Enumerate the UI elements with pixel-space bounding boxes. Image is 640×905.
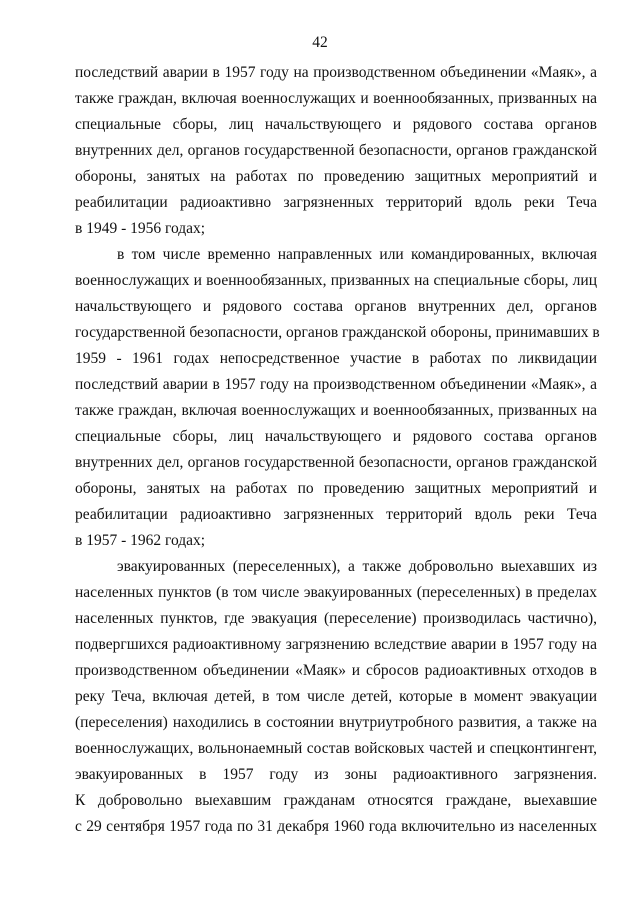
text-line: реку Теча, включая детей, в том числе детей, которые в момент эвакуации [75,688,597,705]
text-line: также граждан, включая военнослужащих и военнообязанных, призванных на [75,90,597,107]
text-line: 1959 - 1961 годах непосредственное участие в работах по ликвидации [75,350,597,367]
text-line: специальные сборы, лиц начальствующего и рядового состава органов [75,116,597,133]
text-line: производственном объединении «Маяк» и сбросов радиоактивных отходов в [75,662,597,679]
text-line: с 29 сентября 1957 года по 31 декабря 1960 года включительно из населенных [75,818,597,835]
text-line: эвакуированных в 1957 году из зоны радиоактивного загрязнения. [75,766,597,783]
text-line: реабилитации радиоактивно загрязненных территорий вдоль реки Теча [75,506,597,523]
text-line: К добровольно выехавшим гражданам относятся граждане, выехавшие [75,792,597,809]
text-line: военнослужащих, вольнонаемный состав войсковых частей и спецконтингент, [75,740,597,757]
text-line: обороны, занятых на работах по проведению защитных мероприятий и [75,168,597,185]
text-line: эвакуированных (переселенных), а также добровольно выехавших из [117,558,597,575]
text-line: военнослужащих и военнообязанных, призванных на специальные сборы, лиц [75,272,597,289]
text-line: внутренних дел, органов государственной безопасности, органов гражданской [75,454,597,471]
text-line: внутренних дел, органов государственной безопасности, органов гражданской [75,142,597,159]
text-line: в 1949 - 1956 годах; [75,220,206,237]
text-line: населенных пунктов (в том числе эвакуированных (переселенных) в пределах [75,584,597,601]
text-line: подвергшихся радиоактивному загрязнению вследствие аварии в 1957 году на [75,636,597,653]
text-line: в 1957 - 1962 годах; [75,532,206,549]
text-line: специальные сборы, лиц начальствующего и рядового состава органов [75,428,597,445]
text-line: последствий аварии в 1957 году на производственном объединении «Маяк», а [75,64,597,81]
text-line: начальствующего и рядового состава органов внутренних дел, органов [75,298,597,315]
text-line: обороны, занятых на работах по проведению защитных мероприятий и [75,480,597,497]
text-line: реабилитации радиоактивно загрязненных территорий вдоль реки Теча [75,194,597,211]
text-line: последствий аварии в 1957 году на производственном объединении «Маяк», а [75,376,597,393]
text-line: в том числе временно направленных или командированных, включая [117,246,597,263]
text-line: (переселения) находились в состоянии внутриутробного развития, а также на [75,714,597,731]
text-line: населенных пунктов, где эвакуация (переселение) производилась частично), [75,610,597,627]
page-number: 42 [312,34,328,51]
text-line: государственной безопасности, органов гражданской обороны, принимавших в [75,324,600,341]
text-line: также граждан, включая военнослужащих и военнообязанных, призванных на [75,402,597,419]
